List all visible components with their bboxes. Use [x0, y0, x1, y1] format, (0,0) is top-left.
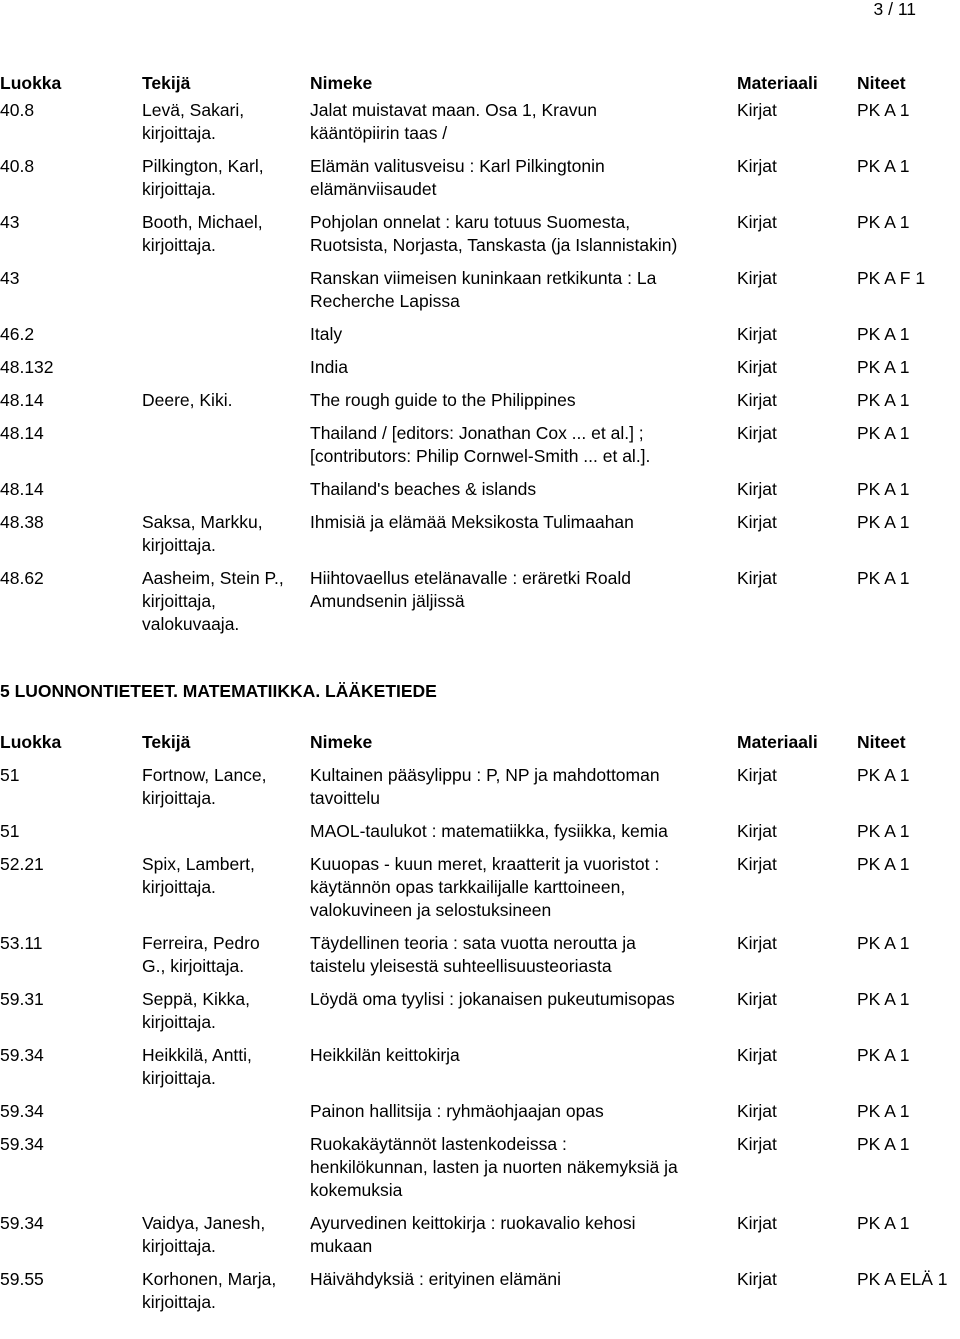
- cell-materiaali: Kirjat: [737, 100, 777, 120]
- cell-nimeke: [310, 1133, 678, 1202]
- header-tekija: Tekijä: [142, 732, 191, 752]
- cell-nimeke-line: MAOL-taulukot : matematiikka, fysiikka, kemia: [310, 821, 668, 841]
- header-materiaali: Materiaali: [737, 73, 818, 93]
- cell-luokka: 59.34: [0, 1101, 44, 1121]
- cell-nimeke: [310, 988, 675, 1011]
- cell-materiaali: Kirjat: [737, 357, 777, 377]
- header-niteet: Niteet: [857, 732, 906, 752]
- cell-tekija-line: Saksa, Markku,: [142, 512, 263, 532]
- cell-niteet: PK A 1: [857, 933, 910, 953]
- cell-nimeke: [310, 853, 659, 922]
- cell-nimeke-line: Painon hallitsija : ryhmäohjaajan opas: [310, 1101, 604, 1121]
- cell-tekija: [142, 389, 232, 412]
- cell-materiaali: Kirjat: [737, 933, 777, 953]
- cell-nimeke-line: Täydellinen teoria : sata vuotta neroutta ja: [310, 933, 636, 953]
- cell-materiaali: Kirjat: [737, 268, 777, 288]
- cell-luokka: 53.11: [0, 933, 43, 953]
- cell-nimeke-line: Kultainen pääsylippu : P, NP ja mahdottoman: [310, 765, 660, 785]
- cell-nimeke: [310, 1100, 604, 1123]
- cell-tekija-line: Spix, Lambert,: [142, 854, 255, 874]
- cell-tekija-line: kirjoittaja.: [142, 235, 216, 255]
- cell-nimeke-line: Amundsenin jäljissä: [310, 591, 465, 611]
- header-luokka: Luokka: [0, 732, 62, 752]
- cell-materiaali: Kirjat: [737, 479, 777, 499]
- cell-nimeke: [310, 932, 636, 978]
- cell-materiaali: Kirjat: [737, 423, 777, 443]
- cell-niteet: PK A 1: [857, 100, 910, 120]
- header-luokka: Luokka: [0, 73, 62, 93]
- cell-tekija: [142, 764, 267, 810]
- cell-tekija-line: Aasheim, Stein P.,: [142, 568, 284, 588]
- cell-nimeke-line: Ihmisiä ja elämää Meksikosta Tulimaahan: [310, 512, 634, 532]
- cell-tekija-line: valokuvaaja.: [142, 614, 240, 634]
- cell-niteet: PK A 1: [857, 156, 910, 176]
- cell-niteet: PK A 1: [857, 390, 910, 410]
- cell-tekija-line: Levä, Sakari,: [142, 100, 245, 120]
- cell-materiaali: Kirjat: [737, 1269, 777, 1289]
- cell-niteet: PK A 1: [857, 1045, 910, 1065]
- cell-tekija-line: Deere, Kiki.: [142, 390, 233, 410]
- cell-nimeke-line: mukaan: [310, 1236, 373, 1256]
- cell-tekija: [142, 1268, 276, 1314]
- cell-niteet: PK A 1: [857, 423, 910, 443]
- cell-nimeke-line: käytännön opas tarkkailijalle karttoineen,: [310, 877, 626, 897]
- cell-niteet: PK A 1: [857, 512, 910, 532]
- cell-luokka: 51: [0, 765, 20, 785]
- cell-tekija: [142, 988, 250, 1034]
- cell-nimeke-line: Häivähdyksiä : erityinen elämäni: [310, 1269, 561, 1289]
- cell-nimeke: [310, 511, 634, 534]
- cell-tekija-line: kirjoittaja,: [142, 591, 216, 611]
- cell-nimeke-line: Ayurvedinen keittokirja : ruokavalio kehosi: [310, 1213, 636, 1233]
- cell-tekija-line: kirjoittaja.: [142, 179, 216, 199]
- cell-nimeke-line: henkilökunnan, lasten ja nuorten näkemyksiä ja: [310, 1157, 678, 1177]
- header-tekija: Tekijä: [142, 73, 191, 93]
- cell-nimeke: [310, 567, 631, 613]
- cell-nimeke-line: Ruotsista, Norjasta, Tanskasta (ja Islannistakin): [310, 235, 678, 255]
- cell-luokka: 46.2: [0, 324, 35, 344]
- cell-luokka: 48.132: [0, 357, 54, 377]
- cell-luokka: 48.62: [0, 568, 44, 588]
- cell-tekija: [142, 99, 244, 145]
- cell-tekija-line: kirjoittaja.: [142, 123, 216, 143]
- cell-niteet: PK A 1: [857, 1101, 910, 1121]
- cell-nimeke-line: Ruokakäytännöt lastenkodeissa :: [310, 1134, 567, 1154]
- cell-nimeke-line: Elämän valitusveisu : Karl Pilkingtonin: [310, 156, 605, 176]
- cell-materiaali: Kirjat: [737, 854, 777, 874]
- cell-nimeke-line: Italy: [310, 324, 343, 344]
- header-materiaali: Materiaali: [737, 732, 818, 752]
- cell-materiaali: Kirjat: [737, 568, 777, 588]
- cell-niteet: PK A 1: [857, 1213, 910, 1233]
- cell-nimeke: [310, 1044, 460, 1067]
- cell-luokka: 43: [0, 268, 20, 288]
- cell-tekija: [142, 853, 255, 899]
- cell-tekija-line: kirjoittaja.: [142, 1012, 216, 1032]
- cell-nimeke-line: India: [310, 357, 348, 377]
- cell-tekija: [142, 1044, 252, 1090]
- cell-tekija-line: Korhonen, Marja,: [142, 1269, 277, 1289]
- cell-tekija-line: Fortnow, Lance,: [142, 765, 267, 785]
- cell-materiaali: Kirjat: [737, 1045, 777, 1065]
- cell-tekija: [142, 155, 264, 201]
- cell-nimeke: [310, 478, 536, 501]
- cell-nimeke-line: elämänviisaudet: [310, 179, 437, 199]
- cell-nimeke-line: valokuvineen ja selostuksineen: [310, 900, 552, 920]
- cell-nimeke: [310, 820, 668, 843]
- cell-nimeke-line: [contributors: Philip Cornwel-Smith ... et al.].: [310, 446, 651, 466]
- cell-luokka: 59.34: [0, 1045, 44, 1065]
- cell-tekija-line: kirjoittaja.: [142, 788, 216, 808]
- cell-materiaali: Kirjat: [737, 156, 777, 176]
- cell-nimeke-line: tavoittelu: [310, 788, 381, 808]
- cell-nimeke-line: Thailand's beaches & islands: [310, 479, 537, 499]
- cell-nimeke: [310, 764, 660, 810]
- cell-luokka: 59.31: [0, 989, 44, 1009]
- cell-niteet: PK A 1: [857, 821, 910, 841]
- cell-tekija-line: Pilkington, Karl,: [142, 156, 264, 176]
- cell-tekija-line: Ferreira, Pedro: [142, 933, 260, 953]
- cell-nimeke-line: Löydä oma tyylisi : jokanaisen pukeutumisopas: [310, 989, 675, 1009]
- cell-tekija-line: kirjoittaja.: [142, 1236, 216, 1256]
- header-nimeke: Nimeke: [310, 732, 373, 752]
- cell-tekija: [142, 211, 263, 257]
- cell-nimeke-line: kokemuksia: [310, 1180, 403, 1200]
- cell-nimeke-line: The rough guide to the Philippines: [310, 390, 576, 410]
- cell-tekija-line: Booth, Michael,: [142, 212, 263, 232]
- cell-nimeke: [310, 356, 348, 379]
- cell-tekija: [142, 1212, 265, 1258]
- cell-nimeke-line: Heikkilän keittokirja: [310, 1045, 460, 1065]
- cell-materiaali: Kirjat: [737, 1213, 777, 1233]
- cell-nimeke: [310, 1268, 561, 1291]
- cell-materiaali: Kirjat: [737, 989, 777, 1009]
- cell-materiaali: Kirjat: [737, 212, 777, 232]
- cell-luokka: 52.21: [0, 854, 44, 874]
- cell-nimeke-line: Ranskan viimeisen kuninkaan retkikunta : La: [310, 268, 657, 288]
- cell-nimeke-line: Hiihtovaellus etelänavalle : eräretki Roald: [310, 568, 632, 588]
- section-title: 5 LUONNONTIETEET. MATEMATIIKKA. LÄÄKETIEDE: [0, 681, 437, 701]
- cell-nimeke-line: Jalat muistavat maan. Osa 1, Kravun: [310, 100, 597, 120]
- cell-tekija-line: G., kirjoittaja.: [142, 956, 245, 976]
- header-nimeke: Nimeke: [310, 73, 373, 93]
- cell-materiaali: Kirjat: [737, 821, 777, 841]
- cell-tekija-line: kirjoittaja.: [142, 1292, 216, 1312]
- cell-luokka: 40.8: [0, 156, 35, 176]
- cell-tekija: [142, 932, 260, 978]
- cell-luokka: 40.8: [0, 100, 35, 120]
- cell-niteet: PK A 1: [857, 357, 910, 377]
- cell-niteet: PK A 1: [857, 212, 910, 232]
- cell-niteet: PK A 1: [857, 854, 910, 874]
- cell-materiaali: Kirjat: [737, 390, 777, 410]
- cell-luokka: 48.14: [0, 479, 44, 499]
- cell-luokka: 48.14: [0, 390, 44, 410]
- cell-nimeke: [310, 1212, 636, 1258]
- cell-luokka: 59.34: [0, 1134, 44, 1154]
- page-number: 3 / 11: [873, 0, 916, 19]
- cell-nimeke-line: Recherche Lapissa: [310, 291, 460, 311]
- header-niteet: Niteet: [857, 73, 906, 93]
- cell-nimeke-line: taistelu yleisestä suhteellisuusteoriasta: [310, 956, 612, 976]
- cell-luokka: 48.14: [0, 423, 44, 443]
- cell-tekija: [142, 567, 284, 636]
- cell-nimeke: [310, 422, 650, 468]
- cell-niteet: PK A 1: [857, 1134, 910, 1154]
- cell-materiaali: Kirjat: [737, 512, 777, 532]
- cell-nimeke: [310, 323, 342, 346]
- cell-nimeke: [310, 211, 677, 257]
- cell-luokka: 51: [0, 821, 20, 841]
- cell-nimeke: [310, 389, 576, 412]
- cell-niteet: PK A 1: [857, 568, 910, 588]
- cell-tekija-line: Seppä, Kikka,: [142, 989, 250, 1009]
- cell-niteet: PK A 1: [857, 989, 910, 1009]
- cell-materiaali: Kirjat: [737, 324, 777, 344]
- cell-materiaali: Kirjat: [737, 765, 777, 785]
- cell-niteet: PK A ELÄ 1: [857, 1269, 948, 1289]
- cell-nimeke: [310, 155, 605, 201]
- cell-niteet: PK A 1: [857, 324, 910, 344]
- cell-tekija-line: kirjoittaja.: [142, 535, 216, 555]
- cell-niteet: PK A 1: [857, 765, 910, 785]
- cell-luokka: 59.55: [0, 1269, 44, 1289]
- cell-tekija-line: Heikkilä, Antti,: [142, 1045, 252, 1065]
- cell-luokka: 48.38: [0, 512, 44, 532]
- cell-luokka: 43: [0, 212, 20, 232]
- cell-nimeke: [310, 99, 597, 145]
- cell-tekija-line: kirjoittaja.: [142, 1068, 216, 1088]
- cell-nimeke: [310, 267, 656, 313]
- cell-luokka: 59.34: [0, 1213, 44, 1233]
- cell-nimeke-line: Pohjolan onnelat : karu totuus Suomesta,: [310, 212, 631, 232]
- cell-niteet: PK A F 1: [857, 268, 926, 288]
- cell-tekija-line: kirjoittaja.: [142, 877, 216, 897]
- cell-tekija: [142, 511, 263, 557]
- cell-materiaali: Kirjat: [737, 1101, 777, 1121]
- cell-tekija-line: Vaidya, Janesh,: [142, 1213, 266, 1233]
- cell-nimeke-line: Thailand / [editors: Jonathan Cox ... et al.] ;: [310, 423, 644, 443]
- cell-nimeke-line: kääntöpiirin taas /: [310, 123, 448, 143]
- cell-materiaali: Kirjat: [737, 1134, 777, 1154]
- cell-nimeke-line: Kuuopas - kuun meret, kraatterit ja vuoristot :: [310, 854, 660, 874]
- cell-niteet: PK A 1: [857, 479, 910, 499]
